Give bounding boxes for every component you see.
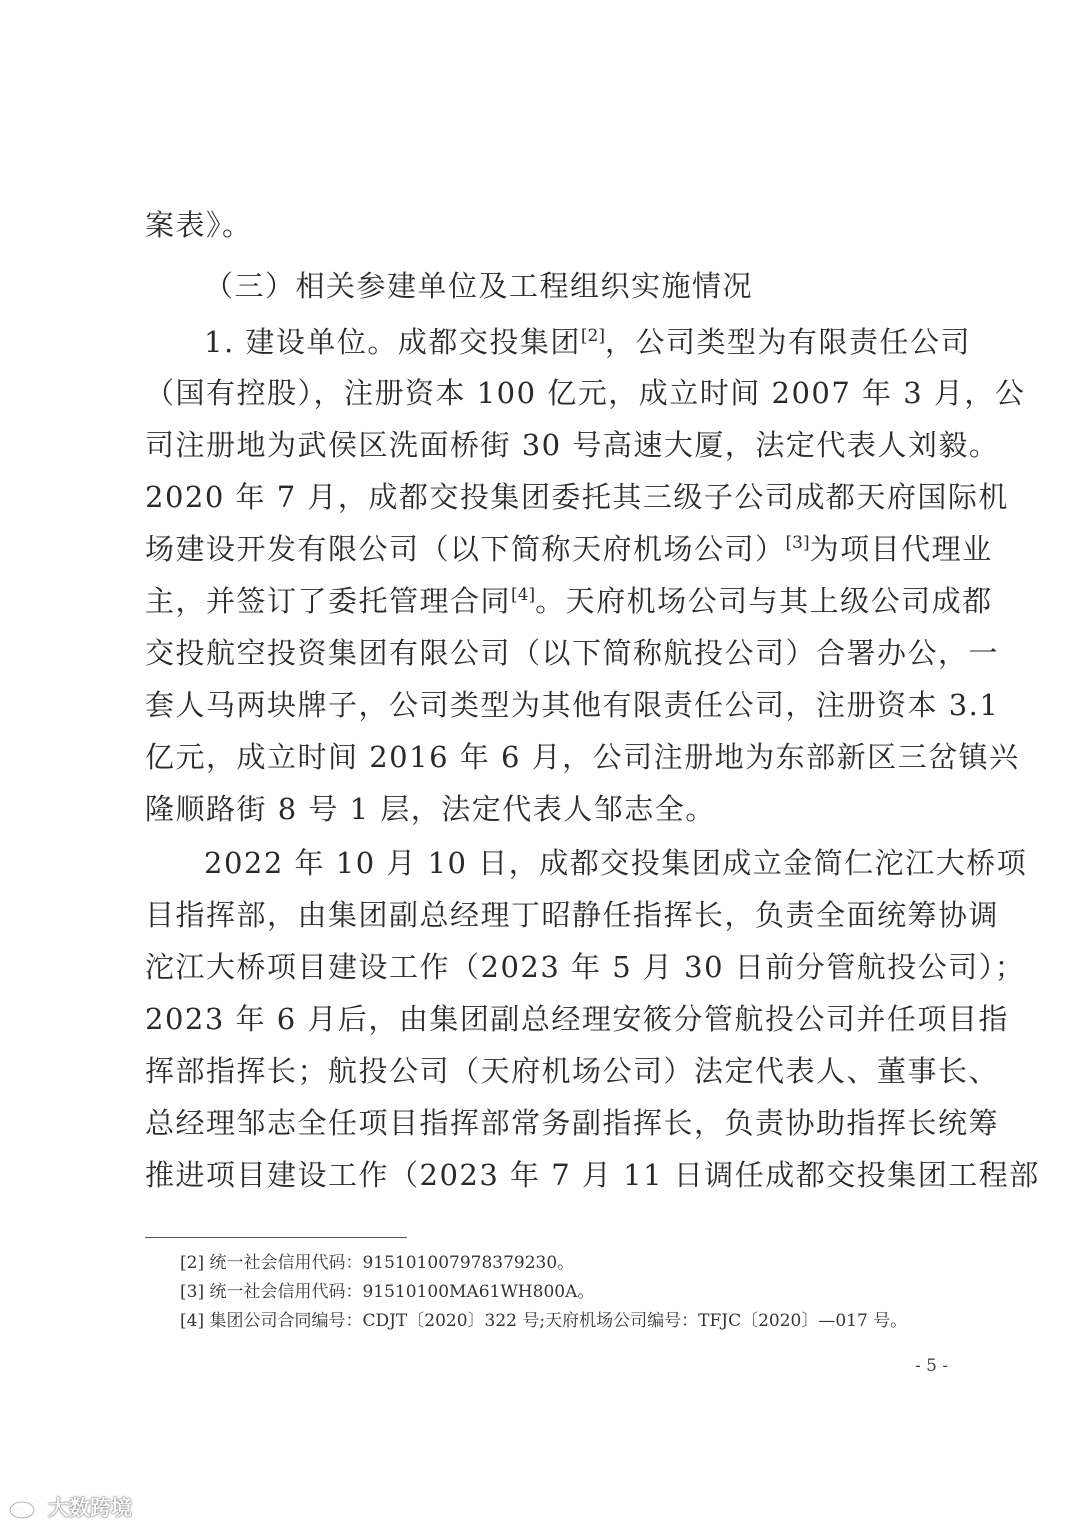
text-span: 。天府机场公司与其上级公司成都 [535,584,993,618]
text-line: 2022 年 10 月 10 日，成都交投集团成立金简仁沱江大桥项 [204,846,1028,880]
text-line: 总经理邹志全任项目指挥部常务副指挥长，负责协助指挥长统筹 [145,1106,1000,1140]
text-line: 交投航空投资集团有限公司（以下简称航投公司）合署办公，一 [145,636,1000,670]
text-span: ，公司类型为有限责任公司 [604,325,971,359]
text-line: 司注册地为武侯区洗面桥街 30 号高速大厦，法定代表人刘毅。 [145,428,1000,462]
page-number: - 5 - [915,1356,949,1376]
footnote-divider [145,1237,407,1238]
text-line: 挥部指挥长；航投公司（天府机场公司）法定代表人、董事长、 [145,1054,1000,1088]
footnote-2: [2] 统一社会信用代码：915101007978379230。 [180,1253,575,1273]
footnote-4: [4] 集团公司合同编号：CDJT〔2020〕322 号;天府机场公司编号：TFJC〔2020〕—017 号。 [180,1311,908,1331]
text-line: 沱江大桥项目建设工作（2023 年 5 月 30 日前分管航投公司）； [145,950,1026,984]
text-line [145,529,993,569]
text-span: 主，并签订了委托管理合同 [145,584,512,618]
text-line: 推进项目建设工作（2023 年 7 月 11 日调任成都交投集团工程部 [145,1158,1040,1192]
footnote-3: [3] 统一社会信用代码：91510100MA61WH800A。 [180,1282,595,1302]
text-line: 套人马两块牌子，公司类型为其他有限责任公司，注册资本 3.1 [145,688,1000,722]
text-line: 2023 年 6 月后，由集团副总经理安筱分管航投公司并任项目指 [145,1002,1009,1036]
text-span: 1. 建设单位。成都交投集团 [204,325,581,359]
text-line: 亿元，成立时间 2016 年 6 月，公司注册地为东部新区三岔镇兴 [145,740,1020,774]
text-line: 目指挥部，由集团副总经理丁昭静任指挥长，负责全面统筹协调 [145,898,1000,932]
footnote-ref-4: [4] [511,585,536,605]
section-heading: （三）相关参建单位及工程组织实施情况 [204,269,754,303]
text-line [145,581,993,621]
text-line: 2020 年 7 月，成都交投集团委托其三级子公司成都天府国际机 [145,480,1009,514]
footnote-ref-2: [2] [580,326,605,346]
weibo-logo-icon [8,1494,42,1520]
text-span: 为项目代理业 [809,532,993,566]
text-line: （国有控股），注册资本 100 亿元，成立时间 2007 年 3 月，公 [145,376,1026,410]
text-line: 案表》。 [145,208,253,242]
text-line: 隆顺路街 8 号 1 层，法定代表人邹志全。 [145,792,716,826]
watermark-text: 大数跨境 [48,1496,132,1520]
footnote-ref-3: [3] [785,533,810,553]
text-span: 场建设开发有限公司（以下简称天府机场公司） [145,532,786,566]
text-line [204,322,971,362]
watermark [8,1494,132,1520]
